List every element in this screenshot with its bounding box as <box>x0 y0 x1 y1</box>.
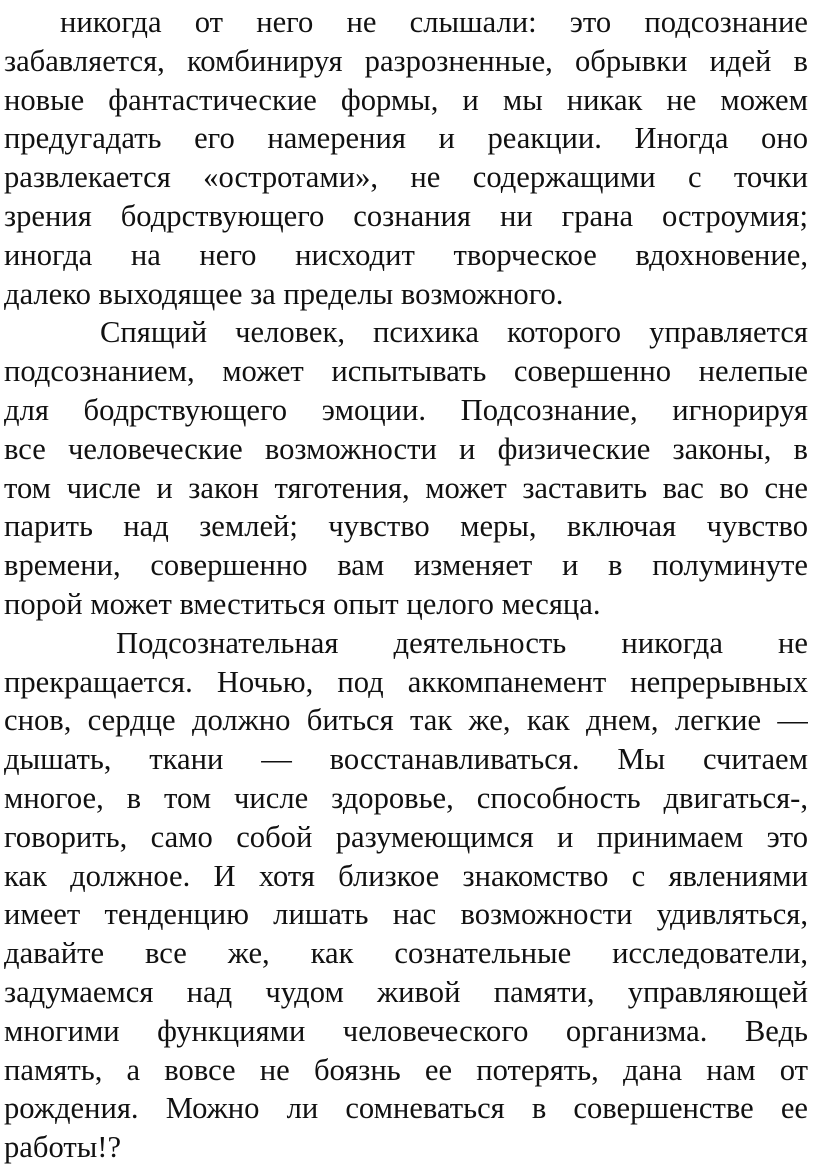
text-line: подсознанием, может испытывать совершенно нелепые <box>4 354 808 389</box>
text-line: иногда на него нисходит творческое вдохновение, <box>4 237 808 272</box>
text-line: многое, в том числе здоровье, способность двигаться-, <box>4 780 808 815</box>
text-line: прекращается. Ночью, под аккомпанемент непрерывных <box>4 664 808 699</box>
text-line: рождения. Можно ли сомневаться в совершенстве ее <box>4 1091 808 1126</box>
text-line: задумаемся над чудом живой памяти, управляющей <box>4 974 808 1009</box>
paragraph-2 <box>4 313 808 623</box>
text-line: времени, совершенно вам изменяет и в полуминуте <box>4 548 808 583</box>
text-line: далеко выходящее за пределы возможного. <box>4 276 564 311</box>
text-line: новые фантастические формы, и мы никак не можем <box>4 82 808 117</box>
text-line: многими функциями человеческого организма. Ведь <box>4 1013 808 1048</box>
text-line: говорить, само собой разумеющимся и принимаем это <box>4 819 808 854</box>
text-line: имеет тенденцию лишать нас возможности удивляться, <box>4 897 808 932</box>
text-line: порой может вместиться опыт целого месяца. <box>4 586 601 621</box>
text-line: для бодрствующего эмоции. Подсознание, игнорируя <box>4 392 808 427</box>
text-line: забавляется, комбинируя разрозненные, обрывки идей в <box>4 43 808 78</box>
paragraph-1 <box>4 3 808 313</box>
text-line: все человеческие возможности и физические законы, в <box>4 431 808 466</box>
document-page <box>0 3 816 1173</box>
text-line: том числе и закон тяготения, может заставить вас во сне <box>4 470 808 505</box>
text-line: память, а вовсе не боязнь ее потерять, дана нам от <box>4 1052 808 1087</box>
text-line: работы!? <box>4 1130 122 1165</box>
text-line: парить над землей; чувство меры, включая чувство <box>4 509 808 544</box>
paragraph-3 <box>4 624 808 1167</box>
text-line: Спящий человек, психика которого управляется <box>100 315 808 350</box>
text-line: никогда от него не слышали: это подсознание <box>60 5 808 39</box>
text-line: снов, сердце должно биться так же, как днем, легкие — <box>4 703 808 738</box>
text-line: как должное. И хотя близкое знакомство с явлениями <box>4 858 808 893</box>
text-line: развлекается «остротами», не содержащими с точки <box>4 160 808 195</box>
text-line: предугадать его намерения и реакции. Иногда оно <box>4 121 808 156</box>
text-line: Подсознательная деятельность никогда не <box>116 625 808 660</box>
text-line: давайте все же, как сознательные исследователи, <box>4 936 808 971</box>
text-line: зрения бодрствующего сознания ни грана остроумия; <box>4 198 808 233</box>
text-line: дышать, ткани — восстанавливаться. Мы считаем <box>4 742 808 777</box>
